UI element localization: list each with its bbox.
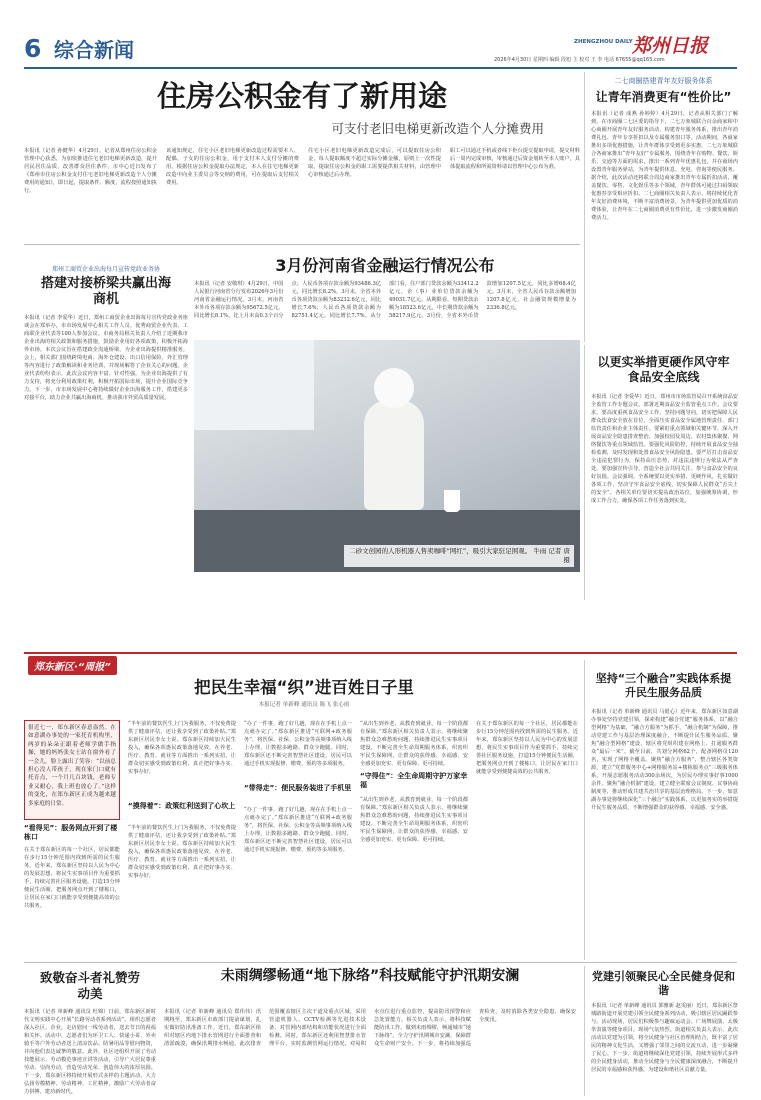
youth-headline: 让青年消费更有“性价比” xyxy=(595,90,732,104)
article-zhoubao xyxy=(24,660,578,960)
zhoubao-sub-4: “守得住”：全生命周期守护万家幸福 xyxy=(360,772,468,789)
housing-col-2: 该通知规定，住宅小区老旧电梯更新改造过程需要本人、配偶、子女的住房公积金，用于支付本人支付分摊的费用。根据住房公积金提取办法规定，本人在住宅电梯更新改造中向业主委员会等交纳的费用，可在提取后支付相关费用。 xyxy=(166,148,299,186)
zhoubao-col-4a: “从出生到养老，从教育到就业，每一个阶段都有保障。”郑东新区相关负责人表示，将继续聚焦群众急难愁盼问题，持续推进民生实事项目建设，不断完善全生命周期服务体系，织密织牢民生保障网，让群众的获得感、幸福感、安全感更加充实、更有保障、更可持续。 xyxy=(360,721,468,767)
zhoubao-headline: 把民生幸福“织”进百姓日子里 xyxy=(194,678,414,697)
photo-robot-coffee xyxy=(194,340,580,572)
workers-headline: 致敬奋斗者礼赞劳动美 xyxy=(39,970,140,1001)
photo-robot-body xyxy=(364,400,424,510)
housing-col-4: 职工可以通过手机或者线下柜台提交提取申请，提交材料后一周内完成审核，审核通过后资金划转至本人账户，具体提取流程和所需资料请以管理中心公布为准。 xyxy=(450,148,580,170)
zhoubao-col-5: 在关于郑东新区的每一个社区，居民都能在步行15分钟范围内找到所需的民生服务。近年来，郑东新区坚持以人民为中心的发展思想，将民生实事项目作为重要抓手，持续完善社区服务设施，打造15分钟便民生活圈，把服务网点开到了楼栋口，让居民在家门口就能享受到便捷高效的公共服务。 xyxy=(476,721,578,775)
food-headline: 以更实举措更硬作风守牢食品安全底线 xyxy=(597,355,730,384)
photo-cup xyxy=(444,490,460,512)
article-export xyxy=(24,250,188,645)
zhoubao-col-1: 在关于郑东新区的每一个社区，居民都能在步行15分钟范围内找到所需的民生服务。近年来，郑东新区坚持以人民为中心的发展思想，将民生实事项目作为重要抓手，持续完善社区服务设施，打造15分钟便民生活圈，把服务网点开到了楼栋口，让居民在家门口就能享受到便捷高效的公共服务。 xyxy=(24,847,120,909)
export-body: 本报讯（记者 李爱华）近日，郑州工商贸企业出海每月宣传党政业务座谈会在郑举办。市市场发展中心相关工作人员、优秀商贸企业代表、工商联企业代表等100人参加会议。市商务局相关负责人介绍了近期我市企业出海的相关政策和服务措施，鼓励企业用好各项政策，积极开拓海外市场。本次会议旨在搭建政企沟通桥梁，为企业出海提供精准服务。会上，相关部门围绕跨境电商、海外仓建设、出口信用保险、外汇管理等内容进行了政策解读和业务培训，并现场解答了企业关心的问题。企业代表纷纷表示，此次会议内容丰富、针对性强，为企业出海提供了有力支持，将充分利用政策红利，积极开拓国际市场，提升企业国际竞争力。下一步，市市场发展中心将持续做好企业出海服务工作，搭建更多对接平台，助力企业共赢出海商机，推动我市外贸高质量发展。 xyxy=(24,315,188,401)
integration-body: 本报讯（记者 单新峰 通讯员 马银心）近年来，郑东新区如意湖办事处坚持党建引领，探索构建“融合党建”服务体系，以“融合型网格”为基础，“融合方服务”为抓手，“融合机制”为保障，推动党建工作与基层治理深度融合，不断提升民生服务品质。聚焦“融合型网格”建设，辖区将党组织建在网格上，打通服务群众“最后一米”。截至目前，共划分网格62个，配备网格员120名，实现了网格全覆盖。聚焦“融合方服务”，整合辖区各类资源，建立“党群服务中心+网格服务站+楼栋服务点”三级服务体系，开展志愿服务活动300余场次，为居民办理实事好事1000余件。聚焦“融合机制”建设，建立健全联席会议制度、议事协商制度等，推动形成共建共治共享的基层治理格局。下一步，如意湖办事处将继续深化“三个融合”实践体系，以更加务实的举措提升民生服务品质，不断增强群众的获得感、幸福感、安全感。 xyxy=(591,709,738,811)
article-flood xyxy=(164,966,576,1096)
zhoubao-intro: 很近七一，郑东新区春意盎然。在如意湖办事处的一家托育机构里，两岁的朵朵正跟着老师学做手指操，她的妈妈张女士站在窗外看了一会儿，脸上露出了笑容：“以前总担心没人带孩子，现在家门口就有托育点，一个月几百块钱，老师专业又耐心，我上班也放心了。”这样的变化，在郑东新区正成为越来越多家庭的日常。 xyxy=(24,720,120,820)
article-fitness xyxy=(584,966,737,1096)
zhoubao-byline: 本报记者 单新峰 通讯员 陈飞 张心雨 xyxy=(258,702,350,708)
paper-en: ZHENGZHOU DAILY xyxy=(574,39,633,45)
section-name: 综合新闻 xyxy=(54,38,134,62)
zhoubao-col-2a: “半年前的餐饮医生上门为我服务，不仅免费提供了健康评估，还让我享受到了政策补贴。”郑东新区居民李女士说。郑东新区持续加大民生投入，确保各项惠民政策落地见效，在养老、医疗、教育、就业等方面推出一系列实招，让群众切实感受到政策红利，真正把好事办实、实事办好。 xyxy=(128,721,236,775)
zhoubao-col-3a: “办了一件事，跑了好几趟，现在在手机上点一点就办完了。”郑东新区推进“互联网+政务服务”，将医保、社保、公积金等高频事项纳入线上办理，让数据多跑路、群众少跑腿。同时，郑东新区还不断完善智慧社区建设，居民可以通过手机实现报修、缴费、预约等多项服务。 xyxy=(244,721,352,767)
divider-2 xyxy=(24,962,737,963)
article-three-integration xyxy=(584,660,737,960)
article-youth-consumption xyxy=(584,72,737,342)
page-number: 6 xyxy=(24,34,42,63)
fitness-body: 本报讯（记者 单新峰 通讯员 郭雅新 赵雯丽）近日，郑东新区祭城路街道开展党建引领全民健身系列活动，吸引辖区居民踊跃参与。活动现场，居民们积极参与趣味运动会、广场舞展演、太极拳表演等健身项目，现场气氛热烈。街道相关负责人表示，此次活动以党建为引领，将全民健身与社区治理相结合，既丰富了居民的精神文化生活，又增强了邻里之间的交流互动，进一步凝聚了民心。下一步，街道将继续深化党建引领，持续开展形式多样的全民健身活动，推动全民健身与全民健康深度融合，不断提升居民的幸福感和获得感，为建设和谐社区贡献力量。 xyxy=(591,1003,738,1073)
page-header xyxy=(24,35,737,65)
article-food-safety xyxy=(584,345,737,600)
zhoubao-sub-2: “摸得着”：政策红利送到了心坎上 xyxy=(128,802,236,810)
zhoubao-col-2b: “半年前的餐饮医生上门为我服务，不仅免费提供了健康评估，还让我享受到了政策补贴。”郑东新区居民李女士说。郑东新区持续加大民生投入，确保各项惠民政策落地见效，在养老、医疗、教育、就业等方面推出一系列实招，让群众切实感受到政策红利，真正把好事办实、实事办好。 xyxy=(128,825,236,879)
fitness-headline: 党建引领聚民心全民健身促和谐 xyxy=(592,970,735,997)
housing-subtitle: 可支付老旧电梯更新改造个人分摊费用 xyxy=(331,121,544,136)
integration-headline: 坚持“三个融合”实践体系提升民生服务品质 xyxy=(595,672,732,699)
photo-caption: 二砂文创园的人形机器人售卖咖啡“网红”，吸引大家驻足围观。 牛雨 记者 唐 摄 xyxy=(344,545,574,567)
divider-zhoubao xyxy=(24,652,737,654)
flood-body: 本报讯（记者 单新峰 通讯员 郑伟伟）汛期将至，郑东新区市政部门提前谋划，扎实做好防汛准备工作。近日，郑东新区组织对辖区内地下排水管网进行全面排查和清淤疏浚，确保汛期排水畅通。此次排查范围覆盖辖区主次干道及重点区域，采用管道机器人、CCTV检测等先进技术设备，对管网内部结构和功能状况进行全面检测。同时，郑东新区还利用智慧排水管理平台，实时监测管网运行情况，对易积水点位进行重点监控，提高防汛预警和应急处置能力。相关负责人表示，将科技赋能防汛工作，做到未雨绸缪，畅通城市“地下脉络”，全力守护汛期城市安澜，保障群众生命财产安全。下一步，将持续加强巡查检查，及时消除各类安全隐患，确保安全度汛。 xyxy=(164,1009,576,1047)
zhoubao-sub-1: “看得见”：服务网点开到了楼栋口 xyxy=(24,824,118,841)
youth-kicker: 二七商圈搭建青年友好服务体系 xyxy=(614,77,713,85)
zhoubao-col-4b: “从出生到养老，从教育到就业，每一个阶段都有保障。”郑东新区相关负责人表示，将继续聚焦群众急难愁盼问题，持续推进民生实事项目建设，不断完善全生命周期服务体系，织密织牢民生保障网，让群众的获得感、幸福感、安全感更加充实、更有保障、更可持续。 xyxy=(360,797,468,843)
housing-headline: 住房公积金有了新用途 xyxy=(156,79,447,113)
food-body: 本报讯（记者 李爱华）近日，郑州市市场监管局召开系统食品安全监管工作专题会议，部署近期食品安全监管重点工作。会议要求，要高度重视食品安全工作，坚持问题导向，切实把保障人民群众饮食安全放在首位，全面压实食品安全属地管理责任、部门监管责任和企业主体责任。要紧盯重点领域和关键环节，深入开展食品安全隐患排查整治，加强校园及周边、农村集体聚餐、网络餐饮等重点领域监管。要强化风险防控，持续开展食品安全抽检监测，及时发现和处置食品安全风险隐患。要严厉打击食品安全违法犯罪行为，保持高压态势，对违法违规行为依法从严查处。要加强宣传引导，营造全社会共同关注、参与食品安全的良好氛围。会议强调，全系统要以更实举措、更硬作风，扎实做好各项工作，坚决守牢食品安全底线，切实保障人民群众“舌尖上的安全”。各相关单位要切实提高政治站位，加强统筹协调，形成工作合力，确保各项工作任务落到实处。 xyxy=(591,394,738,504)
housing-col-1: 本报讯（记者 孙健华）4月29日，记者从郑州住房公积金管理中心获悉，为加快推进住宅老旧电梯更新改造，提升居民居住品质，改善群众居住条件，市中心近日发布了《郑州市住房公积金支付住宅老旧电梯更新改造个人分摊费用的通知》，即日起，提取条件、额度、流程按照通知执行。 xyxy=(24,148,157,194)
export-kicker: 郑州工商贸企业出海每月宣传党政业务协 xyxy=(51,266,160,273)
photo-window xyxy=(194,340,314,430)
zhoubao-col-3b: “办了一件事，跑了好几趟，现在在手机上点一点就办完了。”郑东新区推进“互联网+政务服务”，将医保、社保、公积金等高频事项纳入线上办理，让数据多跑路、群众少跑腿。同时，郑东新区还不断完善智慧社区建设，居民可以通过手机实现报修、缴费、预约等多项服务。 xyxy=(244,807,352,853)
divider-1 xyxy=(24,244,580,245)
zhoubao-label: 郑东新区·“周报” xyxy=(28,656,117,675)
finance-body: 本报讯（记者 安敬琪）4月29日，中国人民银行河南省分行发布2026年3月份河南省金融运行情况。3月末，河南省本外币各项存款余额为95672.5亿元，同比增长8.1%，比上月末高0.3个百分点；人民币各项存款余额为93486.3亿元，同比增长8.2%。3月末，全省本外币各项贷款余额为83232.6亿元，同比增长7.6%；人民币各项贷款余额为82751.4亿元，同比增长7.7%。从分部门看，住户部门贷款余额为33412.2亿元，企（事）业单位贷款余额为49031.7亿元。从期限看，短期贷款余额为18523.6亿元，中长期贷款余额为58217.9亿元。3月份，全省本外币贷款增加1207.5亿元，同比多增68.4亿元。3月末，全省人民币存款余额增加1207.8亿元，社会融资规模增量为2336.8亿元。 xyxy=(194,281,576,319)
header-rule xyxy=(24,67,737,69)
zhoubao-sub-3: “带得走”：便民服务装进了手机里 xyxy=(244,784,352,792)
finance-headline: 3月份河南省金融运行情况公布 xyxy=(275,256,495,275)
workers-body: 本报讯（记者 单新峰 通讯员 杜锦）日前，郑东新区新时代文明实践中心开展“长路劳动者系列活动”，组织志愿者深入社区、企业，走访慰问一线劳动者，送去节日的祝福和关怀。活动中，志愿者们为环卫工人、快递小哥、外卖骑手等户外劳动者送上清凉饮品、防暑用品等慰问物资，并向他们表达诚挚的敬意。此外，社区还组织开展了劳动技能展示、劳动模范事迹宣讲等活动，引导广大居民尊重劳动、崇尚劳动，营造劳动光荣、创造伟大的浓厚氛围。下一步，郑东新区将持续开展形式多样的主题活动，大力弘扬劳模精神、劳动精神、工匠精神，激励广大劳动者奋力拼搏、建功新时代。 xyxy=(24,1009,156,1095)
article-housing-fund xyxy=(24,72,580,242)
flood-headline: 未雨绸缪畅通“地下脉络”科技赋能守护汛期安澜 xyxy=(220,968,520,984)
youth-body: 本报讯（记者 成燕 孙婷婷）4月29日，记者从相关部门了解到，在市商圈二七区委的指导下，二七万象城联合百余商家和中心商圈开展青年友好服务活动，构建青年服务体系，推出青年消费礼包、青年专享折扣以及专属服务窗口等。活动期间，各商家推出多项优惠措施，让青年群体享受到更多实惠。二七万象城联合各商家推出“青年友好”专属服务，围绕青年在购物、餐饮、娱乐、交通等方面的需求，推出一系列青年优惠礼包，并在商场内设置青年服务驿站，为青年提供休息、充电、咨询等便民服务。据介绍，此次活动还将联合周边商家推出青年专属折扣活动，覆盖餐饮、零售、文化娱乐等多个领域，青年群体可通过扫码领取优惠券享受相应折扣。二七商圈相关负责人表示，将持续优化青年友好消费环境，不断丰富消费场景，为青年提供更加优质的消费体验，让青年在二七商圈消费更有性价比，进一步激发商圈消费活力。 xyxy=(591,111,738,221)
dateline: 2026年4月30日 星期四 编辑 段旭 主 校对 王 李 电话 67655@qq165.com xyxy=(494,57,665,63)
article-workers xyxy=(24,966,156,1096)
housing-col-3: 住宅小区老旧电梯更新改造完成后，可以提取住房公积金，每人提取额度不超过实际分摊金额，原则上一次性提取。提取住房公积金的职工需要提供相关材料，由管理中心审核通过后办理。 xyxy=(308,148,441,178)
photo-robot-head xyxy=(374,368,414,408)
export-headline: 搭建对接桥梁共赢出海商机 xyxy=(40,276,171,307)
paper-logo: 郑州日报 xyxy=(632,35,709,57)
